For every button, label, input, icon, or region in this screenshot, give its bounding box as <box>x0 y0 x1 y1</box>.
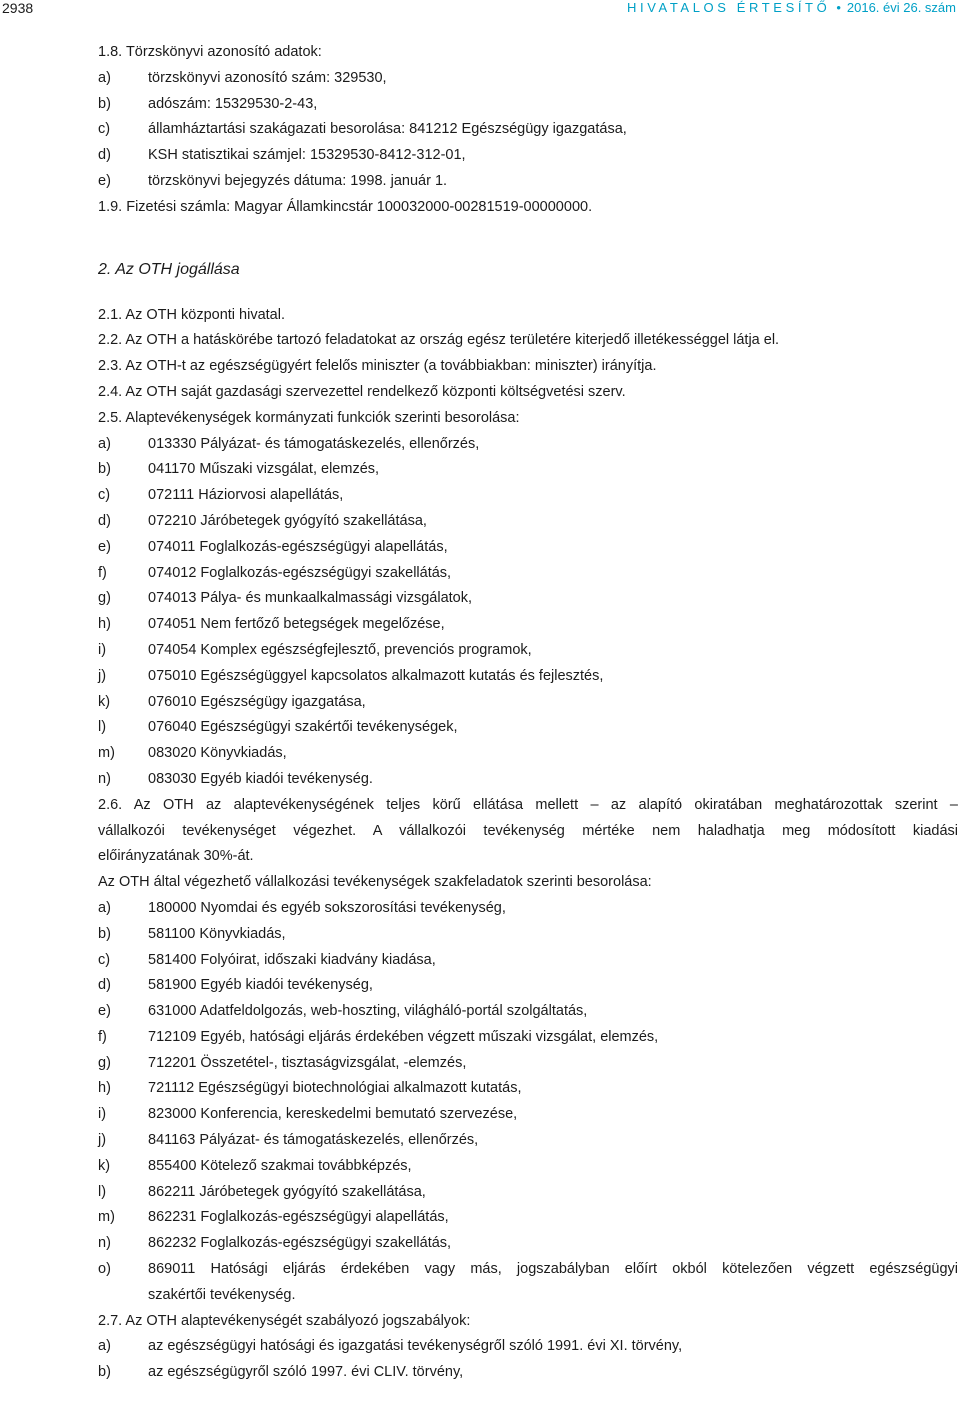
list-text: 074011 Foglalkozás-egészségügyi alapellátás, <box>148 538 448 555</box>
list-marker: d) <box>98 512 111 529</box>
list-marker: i) <box>98 641 107 658</box>
list-text: 862232 Foglalkozás-egészségügyi szakellátás, <box>148 1235 452 1252</box>
section-2-3: 2.3. Az OTH-t az egészségügyért felelős miniszter (a továbbiakban: miniszter) irányítja. <box>98 358 657 375</box>
list-text: 072111 Háziorvosi alapellátás, <box>148 487 344 504</box>
list-text: 076010 Egészségügy igazgatása, <box>148 693 366 710</box>
journal-title: HIVATALOS ÉRTESÍTŐ <box>627 0 831 15</box>
list-item <box>98 948 958 974</box>
list-text: törzskönyvi azonosító szám: 329530, <box>148 69 387 86</box>
list-text: 869011 Hatósági eljárás érdekében vagy más, jogszabályban előírt okból kötelezően végzett egészségügyi <box>148 1261 958 1278</box>
list-item <box>98 741 958 767</box>
list-item <box>98 535 958 561</box>
list-item <box>98 1128 958 1154</box>
list-text: 074012 Foglalkozás-egészségügyi szakellátás, <box>148 564 452 581</box>
list-item <box>98 169 958 195</box>
list-text: 581900 Egyéb kiadói tevékenység, <box>148 977 373 994</box>
list-text: 180000 Nyomdai és egyéb sokszorosítási tevékenység, <box>148 899 506 916</box>
list-marker: b) <box>98 95 111 112</box>
separator-dot: • <box>836 0 841 15</box>
list-marker: a) <box>98 1338 111 1355</box>
list-text: 041170 Műszaki vizsgálat, elemzés, <box>148 461 380 478</box>
list-item <box>98 999 958 1025</box>
list-text: 074051 Nem fertőző betegségek megelőzése, <box>148 616 445 633</box>
list-text: 712201 Összetétel-, tisztaságvizsgálat, -elemzés, <box>148 1054 467 1071</box>
list-text: 083030 Egyéb kiadói tevékenység. <box>148 770 373 787</box>
list-marker: l) <box>98 1183 107 1200</box>
list-text: 721112 Egészségügyi biotechnológiai alkalmazott kutatás, <box>148 1080 522 1097</box>
list-item <box>98 1051 958 1077</box>
list-item <box>98 690 958 716</box>
section-1-8-list <box>98 66 958 195</box>
list-item <box>98 66 958 92</box>
list-text: 841163 Pályázat- és támogatáskezelés, ellenőrzés, <box>148 1132 479 1149</box>
section-2-6-paragraph <box>98 793 958 870</box>
list-text: törzskönyvi bejegyzés dátuma: 1998. január 1. <box>148 172 448 189</box>
list-item <box>98 483 958 509</box>
list-item <box>98 612 958 638</box>
list-item <box>98 1154 958 1180</box>
section-2-2: 2.2. Az OTH a hatáskörébe tartozó feladatokat az ország egész területére kiterjedő illetékességgel látja el. <box>98 332 780 349</box>
list-marker: j) <box>98 1132 107 1149</box>
list-marker: n) <box>98 770 111 787</box>
list-marker: c) <box>98 121 111 138</box>
list-text: 581400 Folyóirat, időszaki kiadvány kiadása, <box>148 951 436 968</box>
list-marker: b) <box>98 925 111 942</box>
list-marker: f) <box>98 564 107 581</box>
list-item <box>98 715 958 741</box>
list-item <box>98 638 958 664</box>
list-text: 581100 Könyvkiadás, <box>148 925 286 942</box>
list-marker: b) <box>98 461 111 478</box>
list-marker: o) <box>98 1261 111 1278</box>
list-marker: k) <box>98 1157 111 1174</box>
issue-label: 2016. évi 26. szám <box>846 0 956 15</box>
list-item <box>98 1076 958 1102</box>
list-marker: i) <box>98 1106 107 1123</box>
list-item <box>98 1231 958 1257</box>
list-text: az egészségügyi hatósági és igazgatási tevékenységről szóló 1991. évi XI. törvény, <box>148 1338 683 1355</box>
list-item <box>98 767 958 793</box>
section-2-5-list <box>98 432 958 793</box>
section-1-8-title: 1.8. Törzskönyvi azonosító adatok: <box>98 44 322 60</box>
list-item <box>98 896 958 922</box>
section-2-4: 2.4. Az OTH saját gazdasági szervezettel rendelkező központi költségvetési szerv. <box>98 383 626 400</box>
paragraph-line: 2.6. Az OTH az alaptevékenységének teljes körű ellátása mellett – az alapító okiratában meghatározottak szerint – <box>98 796 958 813</box>
page-header <box>0 0 960 24</box>
list-item <box>98 143 958 169</box>
section-2-7-title: 2.7. Az OTH alaptevékenységét szabályozó jogszabályok: <box>98 1312 471 1329</box>
list-item <box>98 117 958 143</box>
section-2-7-list <box>98 1334 958 1386</box>
section-2-heading: 2. Az OTH jogállása <box>98 260 240 278</box>
list-item <box>98 509 958 535</box>
list-marker: d) <box>98 977 111 994</box>
list-marker: b) <box>98 1364 111 1381</box>
list-marker: a) <box>98 435 111 452</box>
list-item <box>98 1180 958 1206</box>
list-text: 083020 Könyvkiadás, <box>148 745 287 762</box>
list-marker: a) <box>98 899 111 916</box>
list-text: 712109 Egyéb, hatósági eljárás érdekében végzett műszaki vizsgálat, elemzés, <box>148 1028 659 1045</box>
list-marker: e) <box>98 538 111 555</box>
list-marker: f) <box>98 1028 107 1045</box>
list-item <box>98 664 958 690</box>
list-item <box>98 973 958 999</box>
list-marker: g) <box>98 1054 111 1071</box>
list-text: 855400 Kötelező szakmai továbbképzés, <box>148 1157 412 1174</box>
list-marker: a) <box>98 69 111 86</box>
list-text: 076040 Egészségügyi szakértői tevékenységek, <box>148 719 458 736</box>
list-marker: e) <box>98 172 111 189</box>
list-item <box>98 1334 958 1360</box>
paragraph-line: előirányzatának 30%-át. <box>98 848 254 865</box>
list-marker: c) <box>98 951 111 968</box>
list-item <box>98 457 958 483</box>
list-text: adószám: 15329530-2-43, <box>148 95 318 112</box>
list-text-continued: szakértői tevékenység. <box>148 1286 296 1303</box>
list-marker: j) <box>98 667 107 684</box>
list-text: 823000 Konferencia, kereskedelmi bemutató szervezése, <box>148 1106 518 1123</box>
list-item <box>98 1025 958 1051</box>
list-item-line <box>98 1257 958 1283</box>
list-item <box>98 1257 958 1309</box>
list-marker: n) <box>98 1235 111 1252</box>
list-item-line <box>98 1283 958 1309</box>
list-item <box>98 922 958 948</box>
list-marker: e) <box>98 1003 111 1020</box>
list-text: államháztartási szakágazati besorolása: 841212 Egészségügy igazgatása, <box>148 121 627 138</box>
list-item <box>98 561 958 587</box>
section-2-6-list <box>98 896 958 1309</box>
list-text: 072210 Járóbetegek gyógyító szakellátása, <box>148 512 427 529</box>
page-number: 2938 <box>2 0 34 16</box>
list-marker: k) <box>98 693 111 710</box>
list-marker: c) <box>98 487 111 504</box>
list-text: 862231 Foglalkozás-egészségügyi alapellátás, <box>148 1209 449 1226</box>
list-text: 074054 Komplex egészségfejlesztő, prevenciós programok, <box>148 641 532 658</box>
list-text: 013330 Pályázat- és támogatáskezelés, ellenőrzés, <box>148 435 480 452</box>
list-marker: m) <box>98 745 115 762</box>
list-item <box>98 1205 958 1231</box>
list-marker: h) <box>98 616 111 633</box>
section-2-1: 2.1. Az OTH központi hivatal. <box>98 306 285 323</box>
section-2-6-subtitle: Az OTH által végezhető vállalkozási tevékenységek szakfeladatok szerinti besorolása: <box>98 874 652 891</box>
list-item <box>98 92 958 118</box>
list-item <box>98 1102 958 1128</box>
list-item <box>98 1360 958 1386</box>
list-marker: h) <box>98 1080 111 1097</box>
list-item <box>98 432 958 458</box>
list-text: 075010 Egészségüggyel kapcsolatos alkalmazott kutatás és fejlesztés, <box>148 667 604 684</box>
list-text: 074013 Pálya- és munkaalkalmassági vizsgálatok, <box>148 590 473 607</box>
list-text: az egészségügyről szóló 1997. évi CLIV. törvény, <box>148 1364 464 1381</box>
list-marker: d) <box>98 147 111 164</box>
list-marker: m) <box>98 1209 115 1226</box>
list-marker: l) <box>98 719 107 736</box>
journal-info <box>627 0 956 15</box>
paragraph-line: vállalkozói tevékenységet végezhet. A vállalkozói tevékenység mértéke nem haladhatja meg módosított kiadási <box>98 822 958 839</box>
list-text: KSH statisztikai számjel: 15329530-8412-312-01, <box>148 147 466 164</box>
list-item <box>98 586 958 612</box>
section-2-5-title: 2.5. Alaptevékenységek kormányzati funkciók szerinti besorolása: <box>98 409 520 426</box>
list-text: 631000 Adatfeldolgozás, web-hoszting, világháló-portál szolgáltatás, <box>148 1003 588 1020</box>
section-1-9: 1.9. Fizetési számla: Magyar Államkincstár 100032000-00281519-00000000. <box>98 198 593 215</box>
list-marker: g) <box>98 590 111 607</box>
list-text: 862211 Járóbetegek gyógyító szakellátása, <box>148 1183 426 1200</box>
document-body <box>98 40 958 1386</box>
